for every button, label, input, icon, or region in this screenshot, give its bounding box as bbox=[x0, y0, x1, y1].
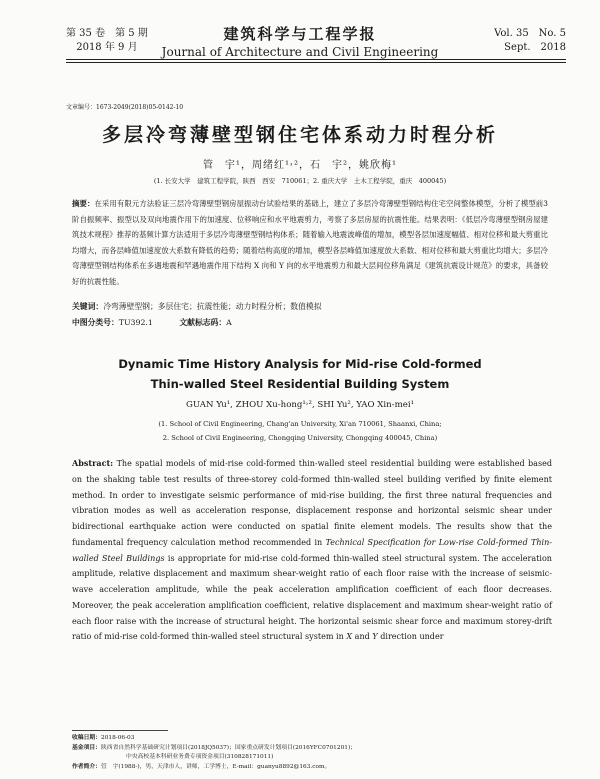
abstract-en-y: Y bbox=[372, 632, 378, 642]
abstract-en-label: Abstract: bbox=[72, 458, 114, 468]
footnote-separator bbox=[72, 730, 168, 731]
authors-en: GUAN Yu¹, ZHOU Xu-hong¹˒², SHI Yu², YAO Xin-mei¹ bbox=[185, 400, 415, 410]
volume-issue-en: Vol. 35 No. 5 bbox=[494, 28, 566, 39]
authors-cn: 管 宇¹，周绪红¹˒²，石 宇²，姚欣梅¹ bbox=[202, 160, 398, 171]
affiliation-en-line1: (1. School of Civil Engineering, Chang'an University, Xi'an 710061, Shaanxi, China; bbox=[158, 420, 442, 428]
author-bio-label: 作者简介： bbox=[72, 763, 101, 770]
abstract-en-part3: direction under bbox=[377, 632, 444, 642]
title-cn: 多层冷弯薄壁型钢住宅体系动力时程分析 bbox=[101, 124, 498, 146]
doc-code-value: A bbox=[226, 318, 232, 327]
header-rule-bottom bbox=[66, 62, 566, 63]
received-label: 收稿日期： bbox=[72, 735, 101, 741]
author-bio bbox=[72, 763, 552, 773]
volume-issue-cn: 第 35 卷 第 5 期 bbox=[66, 28, 148, 39]
title-en-line2: Thin-walled Steel Residential Building System bbox=[150, 377, 450, 391]
header-left bbox=[66, 27, 148, 55]
abstract-cn bbox=[72, 196, 548, 290]
footnotes bbox=[72, 734, 552, 772]
abstract-cn-label: 摘要： bbox=[72, 199, 95, 208]
keywords-cn bbox=[72, 300, 548, 314]
affiliation-cn: (1. 长安大学 建筑工程学院，陕西 西安 710061；2. 重庆大学 土木工程学院，重庆 400045) bbox=[153, 177, 447, 185]
author-bio-text: 管 宇(1988-)，男，天津市人，讲师，工学博士，E-mail：guanyu8892@163.com。 bbox=[101, 763, 331, 770]
received-value: 2018-06-03 bbox=[101, 735, 135, 741]
journal-name-en: Journal of Architecture and Civil Engineering bbox=[161, 45, 439, 59]
keywords-cn-text: 冷弯薄壁型钢；多层住宅；抗震性能；动力时程分析；数值模拟 bbox=[103, 302, 322, 311]
date-cn: 2018 年 9 月 bbox=[76, 42, 138, 53]
fund-line2: 中央高校基本科研业务费专项资金项目(310828171011) bbox=[126, 754, 274, 760]
fund-label: 基金项目： bbox=[72, 744, 101, 751]
abstract-en-x: X bbox=[346, 632, 353, 642]
header-rule-top bbox=[66, 59, 566, 60]
received-date bbox=[72, 734, 552, 744]
affiliation-en bbox=[0, 418, 600, 445]
abstract-en-part2: is appropriate for mid-rise cold-formed thin-walled steel structural system. The acceleration amplitude, relative displacement and maximum shear-weight ratio of each floor raise with the increase of seismic-wave acceleration amplitude, while the peak acceleration amplification coefficient of each floor decreases. Moreover, the peak acceleration amplification coefficient, relative displacement and maximum shear-weight ratio of each floor raise with the increase of structural height. The horizontal seismic shear force and maximum storey-drift ratio of mid-rise cold-formed thin-walled steel structural system in bbox=[72, 553, 552, 642]
abstract-en-and: and bbox=[352, 632, 373, 642]
abstract-en bbox=[72, 456, 552, 645]
classification-cn bbox=[72, 316, 548, 330]
header-center bbox=[160, 24, 440, 60]
title-en bbox=[0, 354, 600, 394]
abstract-cn-text: 在采用有限元方法验证三层冷弯薄壁型钢房屋振动台试验结果的基础上，建立了多层冷弯薄壁型钢结构住宅空间整体模型，分析了模型前3阶自振频率、振型以及双向地震作用下的加速度、位移响应和水平地震剪力，考察了多层房屋的抗震性能。结果表明：《低层冷弯薄壁型钢房屋建筑技术规程》推荐的基频计算方法适用于多层冷弯薄壁型钢结构体系；随着输入地震波峰值的增加，模型各层加速度幅值、相对位移和最大剪重比均增大，而各层峰值加速度放大系数有降低的趋势；随着结构高度的增加，模型各层峰值加速度放大系数、相对位移和最大剪重比均增大；多层冷弯薄壁型钢结构体系在多遇地震和罕遇地震作用下结构 X 向和 Y 向的水平地震剪力和最大层间位移角满足《建筑抗震设计规范》的要求，具备较好的抗震性能。 bbox=[72, 199, 548, 286]
abstract-en-part1: The spatial models of mid-rise cold-formed thin-walled steel residential building were established based on the shaking table test results of three-storey cold-formed thin-walled steel building verified by finite element method. In order to investigate seismic performance of mid-rise building, the first three natural frequencies and vibration modes as well as acceleration response, displacement response and horizontal seismic shear under bidirectional earthquake action were conducted on spatial finite element models. The results show that the fundamental frequency calculation method recommended in bbox=[72, 459, 552, 547]
abstract-en-reference: Technical Specification for Low-rise Cold-formed Thin-walled Steel Buildings bbox=[72, 537, 552, 563]
keywords-cn-label: 关键词： bbox=[72, 302, 104, 311]
header-right bbox=[494, 27, 566, 55]
title-en-line1: Dynamic Time History Analysis for Mid-rise Cold-formed bbox=[118, 357, 482, 371]
fund-info bbox=[72, 744, 552, 754]
affiliation-en-line2: 2. School of Civil Engineering, Chongqing University, Chongqing 400045, China) bbox=[162, 433, 438, 442]
date-en: Sept. 2018 bbox=[504, 42, 566, 53]
clc-value: TU392.1 bbox=[118, 318, 153, 327]
journal-name-cn: 建筑科学与工程学报 bbox=[223, 25, 377, 43]
clc-label: 中图分类号： bbox=[72, 318, 119, 327]
doc-code-label: 文献标志码： bbox=[179, 318, 227, 327]
fund-line1: 陕西省自然科学基础研究计划项目(2018JQ5037)；国家重点研发计划项目(2016YFC0701201)； bbox=[101, 744, 356, 751]
article-id: 文章编号：1673-2049(2018)05-0142-10 bbox=[66, 104, 184, 111]
